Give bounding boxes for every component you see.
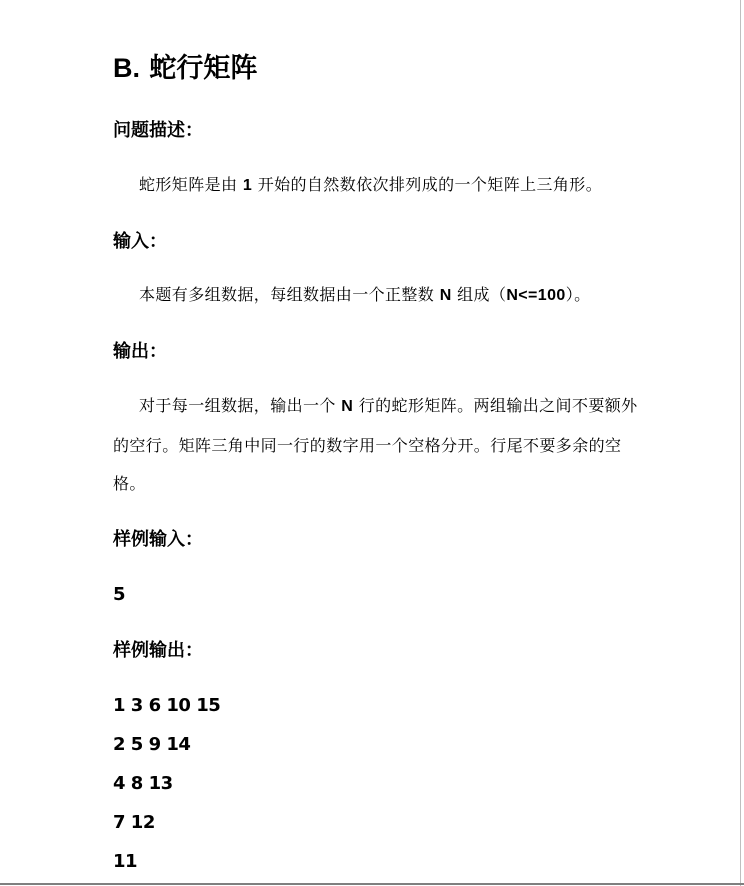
- output-heading: 输出：: [113, 341, 167, 362]
- output-paragraph: 对于每一组数据，输出一个 N 行的蛇形矩阵。两组输出之间不要额外的空行。矩阵三角中同一行的数字用一个空格分开。行尾不要多余的空格。: [113, 396, 638, 493]
- description-paragraph: 蛇形矩阵是由 1 开始的自然数依次排列成的一个矩阵上三角形。: [139, 175, 603, 194]
- sample-input-value: 5: [113, 584, 126, 605]
- page-edge-right: [740, 0, 741, 886]
- sample-output-line: 7 12: [113, 812, 155, 833]
- start-number: 1: [242, 177, 253, 194]
- output-n: N: [341, 398, 354, 415]
- input-paragraph: 本题有多组数据，每组数据由一个正整数 N 组成（N<=100）。: [139, 285, 591, 304]
- description-heading: 问题描述：: [113, 120, 203, 141]
- input-constraint: N<=100: [506, 287, 566, 304]
- problem-title: [113, 48, 257, 89]
- problem-name: 蛇行矩阵: [149, 53, 258, 84]
- sample-output-line: 1 3 6 10 15: [113, 695, 221, 716]
- sample-output-line: 4 8 13: [113, 773, 173, 794]
- sample-output-line: 11: [113, 851, 138, 872]
- input-n: N: [439, 287, 452, 304]
- sample-input-heading: 样例输入：: [113, 529, 203, 550]
- sample-output-line: 2 5 9 14: [113, 734, 191, 755]
- page-edge-bottom: [0, 883, 744, 885]
- problem-label: B.: [113, 53, 140, 83]
- sample-output-heading: 样例输出：: [113, 640, 203, 661]
- input-heading: 输入：: [113, 231, 167, 252]
